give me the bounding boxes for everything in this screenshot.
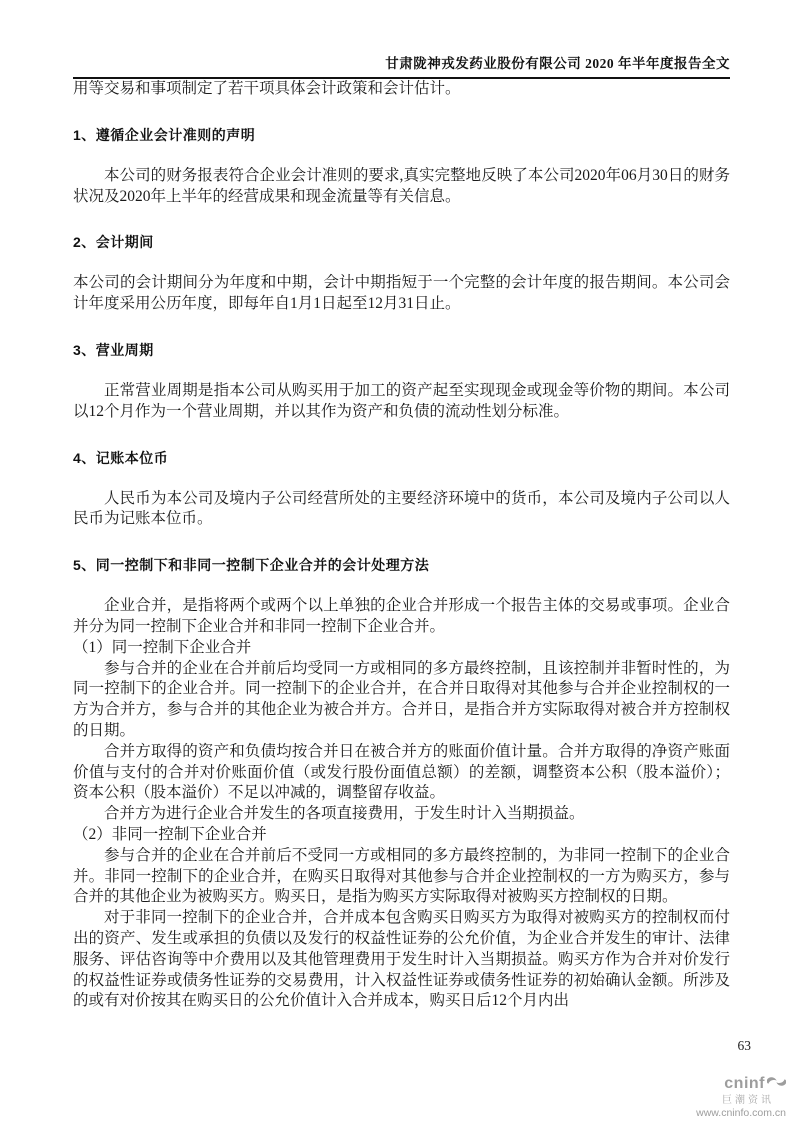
intro-paragraph: 用等交易和事项制定了若干项具体会计政策和会计估计。 <box>73 80 461 97</box>
section-2-paragraph: 本公司的会计期间分为年度和中期，会计中期指短于一个完整的会计年度的报告期间。本公司会计年度采用公历年度，即每年自1月1日起至12月31日止。 <box>73 274 730 313</box>
section-5-subheading-2: （2）非同一控制下企业合并 <box>73 825 267 843</box>
section-5-paragraph: 对于非同一控制下的企业合并，合并成本包含购买日购买方为取得对被购买方的控制权而付出的资产、发生或承担的负债以及发行的权益性证券的公允价值，为企业合并发生的审计、法律服务、评估咨询等中介费用以及其他管理费用于发生时计入当期损益。购买方作为合并对价发行的权益性证券或债务性证券的交易费用，计入权益性证券或债务性证券的初始确认金额。所涉及的或有对价按其在购买日的公允价值计入合并成本，购买日后12个月内出 <box>73 909 730 1010</box>
section-heading-4: 4、记账本位币 <box>73 449 169 466</box>
section-5-paragraph: 参与合并的企业在合并前后不受同一方或相同的多方最终控制的，为非同一控制下的企业合并。非同一控制下的企业合并，在购买日取得对其他参与合并企业控制权的一方为购买方，参与合并的其他企业为被购买方。购买日，是指为购买方实际取得对被购买方控制权的日期。 <box>73 846 730 906</box>
section-heading-5: 5、同一控制下和非同一控制下企业合并的会计处理方法 <box>73 557 430 574</box>
page-number: 63 <box>737 1038 751 1053</box>
section-1-paragraph: 本公司的财务报表符合企业会计准则的要求,真实完整地反映了本公司2020年06月30日的财务状况及2020年上半年的经营成果和现金流量等有关信息。 <box>73 166 730 205</box>
section-5-subheading-1: （1）同一控制下企业合并 <box>73 638 252 656</box>
page-content <box>73 0 730 1012</box>
section-5-paragraph: 参与合并的企业在合并前后均受同一方或相同的多方最终控制，且该控制并非暂时性的，为同一控制下的企业合并。同一控制下的企业合并，在合并日取得对其他参与合并企业控制权的一方为合并方，参与合并的其他企业为被合并方。合并日，是指合并方实际取得对被合并方控制权的日期。 <box>73 659 730 739</box>
section-5-paragraph: 合并方为进行企业合并发生的各项直接费用，于发生时计入当期损益。 <box>104 805 585 823</box>
cninfo-caption: 巨潮资讯 <box>722 1095 774 1106</box>
section-3-paragraph: 正常营业周期是指本公司从购买用于加工的资产起至实现现金或现金等价物的期间。本公司以12个月作为一个营业周期，并以其作为资产和负债的流动性划分标准。 <box>73 381 730 420</box>
cninfo-url: www.cninfo.com.cn <box>696 1107 786 1119</box>
cninfo-logo <box>658 1072 788 1119</box>
cninfo-swirl-icon <box>767 1072 786 1095</box>
section-heading-1: 1、遵循企业会计准则的声明 <box>73 126 256 143</box>
section-4-paragraph: 人民币为本公司及境内子公司经营所处的主要经济环境中的货币，本公司及境内子公司以人民币为记账本位币。 <box>73 489 730 528</box>
section-5-paragraph: 企业合并，是指将两个或两个以上单独的企业合并形成一个报告主体的交易或事项。企业合并分为同一控制下企业合并和非同一控制下企业合并。 <box>73 597 730 635</box>
section-heading-3: 3、营业周期 <box>73 341 154 358</box>
cninfo-brand-text: cninf <box>724 1074 765 1092</box>
section-heading-2: 2、会计期间 <box>73 234 154 251</box>
report-header-title: 甘肃陇神戎发药业股份有限公司 2020 年半年度报告全文 <box>385 56 730 71</box>
section-5-paragraph: 合并方取得的资产和负债均按合并日在被合并方的账面价值计量。合并方取得的净资产账面价值与支付的合并对价账面价值（或发行股份面值总额）的差额，调整资本公积（股本溢价）；资本公积（股本溢价）不足以冲减的，调整留存收益。 <box>73 742 730 802</box>
